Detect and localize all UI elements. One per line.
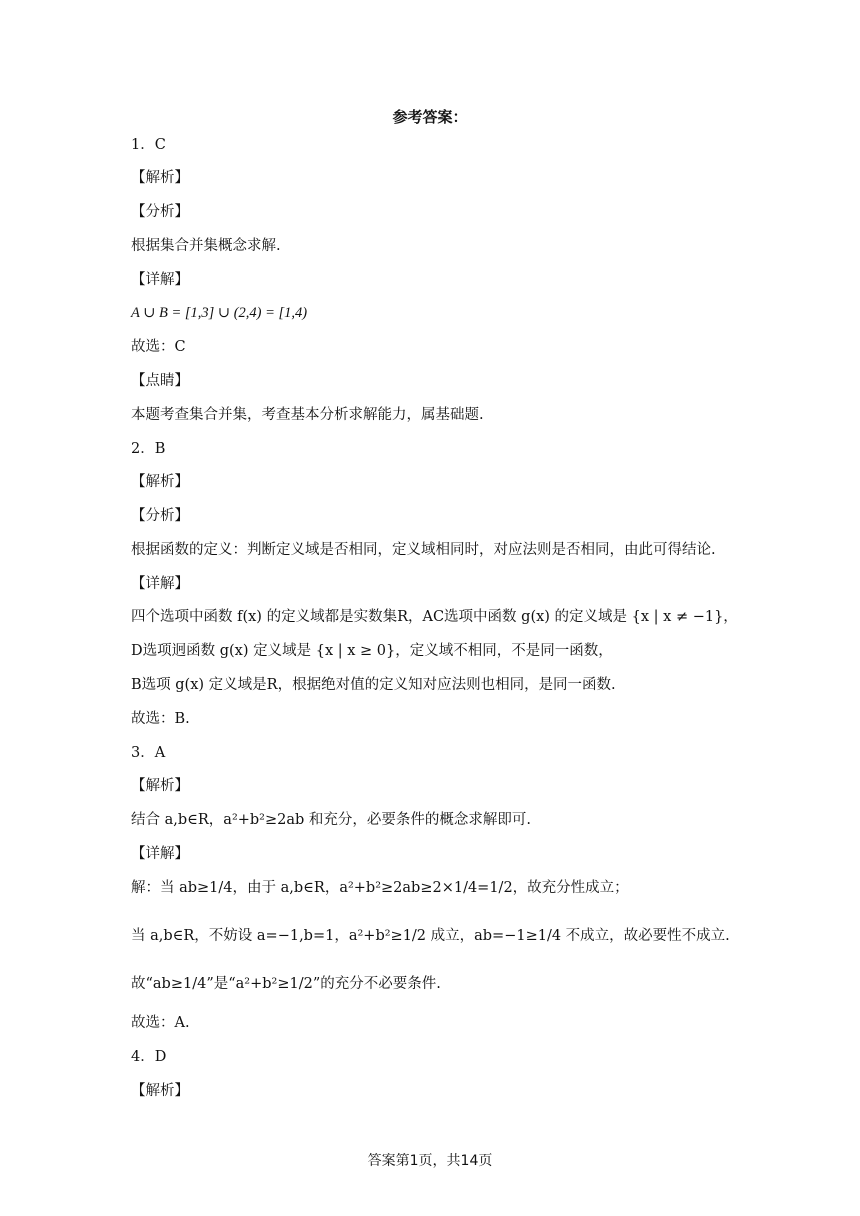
q2-fenxi-label: 【分析】 [131,508,189,524]
q4-number: 4．D [131,1049,167,1065]
q1-jiexi-label: 【解析】 [131,170,189,186]
q3-detail-line2: 当 a,b∈R，不妨设 a=−1,b=1，a²+b²≥1/2 成立，ab=−1≥1/4 不成立，故必要性不成立. [131,928,730,944]
q1-answer: 故选：C [131,339,186,355]
q3-answer: 故选：A. [131,1015,190,1031]
q2-jiexi-label: 【解析】 [131,474,189,490]
q1-analysis: 根据集合并集概念求解. [131,238,281,254]
q2-answer: 故选：B. [131,711,190,727]
q3-number: 3．A [131,745,166,761]
q2-analysis: 根据函数的定义：判断定义域是否相同，定义域相同时，对应法则是否相同，由此可得结论. [131,542,716,558]
q1-number: 1．C [131,137,166,153]
q3-detail-line1: 解：当 ab≥1/4，由于 a,b∈R，a²+b²≥2ab≥2×1/4=1/2，故充分性成立； [131,880,629,896]
q3-detail-line3: 故“ab≥1/4”是“a²+b²≥1/2”的充分不必要条件. [131,976,441,992]
q1-fenxi-label: 【分析】 [131,204,189,220]
q2-number: 2．B [131,441,166,457]
q2-detail-line3: B选项 g(x) 定义域是R，根据绝对值的定义知对应法则也相同，是同一函数. [131,677,616,693]
q2-detail-line1: 四个选项中函数 f(x) 的定义域都是实数集R，AC选项中函数 g(x) 的定义域是 {x | x ≠ −1}， [131,609,738,625]
page-footer: 答案第1页，共14页 [367,1153,493,1169]
q1-comment: 本题考查集合并集，考查基本分析求解能力，属基础题. [131,407,484,423]
q3-jiexi-label: 【解析】 [131,778,189,794]
q1-xiangjie-label: 【详解】 [131,272,189,288]
q4-jiexi-label: 【解析】 [131,1083,189,1099]
q3-analysis: 结合 a,b∈R，a²+b²≥2ab 和充分，必要条件的概念求解即可. [131,812,532,828]
q1-dianjing-label: 【点睛】 [131,373,189,389]
q2-detail-line2: D选项迥函数 g(x) 定义域是 {x | x ≥ 0}，定义域不相同，不是同一函数， [131,643,613,659]
q2-xiangjie-label: 【详解】 [131,576,189,592]
q1-formula: A ∪ B = [1,3] ∪ (2,4) = [1,4) [131,305,308,321]
q3-xiangjie-label: 【详解】 [131,846,189,862]
page-title: 参考答案： [392,108,468,126]
